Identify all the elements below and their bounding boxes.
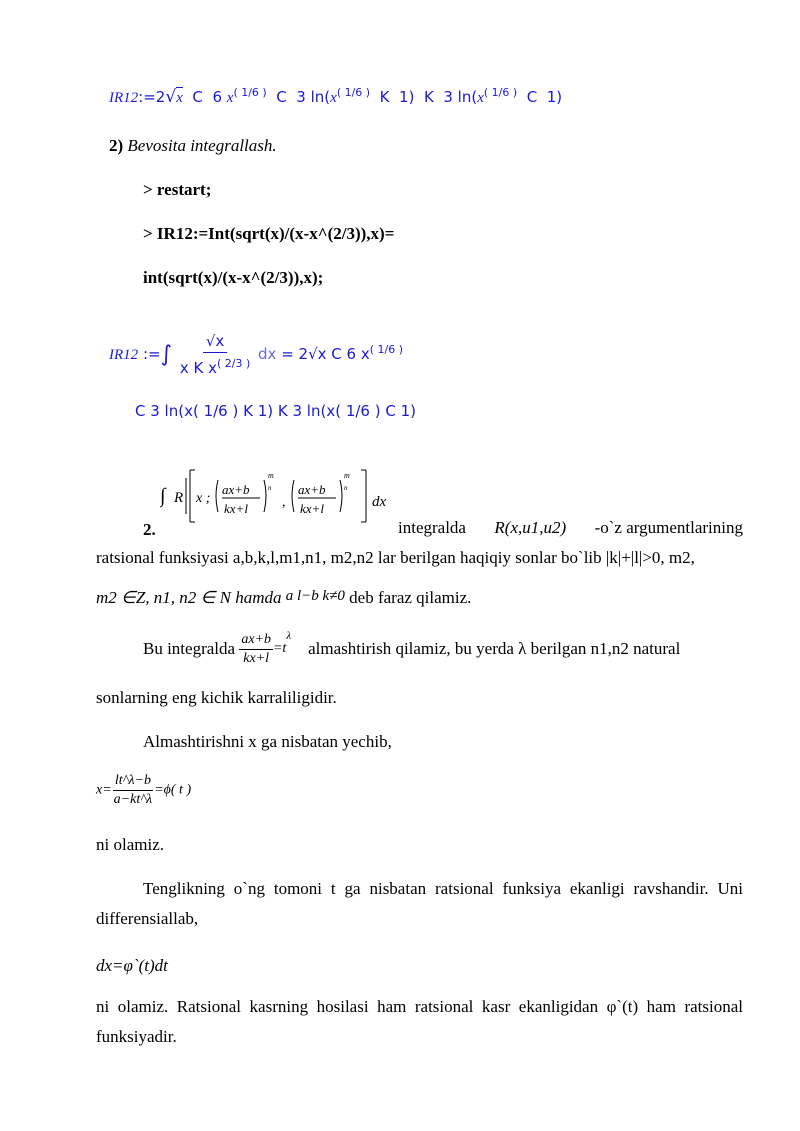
- svg-text:ax+b: ax+b: [298, 482, 326, 497]
- svg-text:kx+l: kx+l: [300, 501, 324, 516]
- substitution-fraction: $\frac{ax+b}{kx+l}$: [241, 631, 271, 666]
- solve-formula: x= $\frac{lt\^{}\lambda-b}{a-kt\^{}\lambda}$ =ϕ( t ): [96, 773, 192, 807]
- svg-text:kx+l: kx+l: [224, 501, 248, 516]
- solve-after: ni olamiz.: [96, 835, 164, 854]
- code-line-ir12: > IR12:=Int(sqrt(x)/(x-x^(2/3)),x)=: [143, 224, 395, 243]
- sqrt-symbol: √: [165, 87, 177, 107]
- maple-output-line-1: IR12:=2√x C 6 $x^{( 1/6 )}$ C 3 $\ln(x^{( 1/6 )}$ K 1) K 3 $\ln(x^{( 1/6 )}$ C 1): [109, 86, 563, 107]
- svg-text:,: ,: [282, 495, 286, 510]
- item2-number: 2.: [143, 520, 156, 539]
- svg-text:n: n: [344, 484, 348, 492]
- maple-output-2-line-1: IR12 :=∫ $\frac{√x}{x K x^{( 2/3 )}}$ dx = 2√x C 6 $x^{( 1/6 )}$: [109, 332, 404, 377]
- svg-text:ax+b: ax+b: [222, 482, 250, 497]
- maple-output-2-line-2: C 3 ln(x( 1/6 ) K 1) K 3 ln(x( 1/6 ) C 1): [135, 402, 416, 420]
- para3-text: Tenglikning o`ng tomoni t ga nisbatan ratsional funksiya ekanligi ravshandir. Uni differensiallab,: [96, 879, 743, 928]
- item2-paragraph-line-2: m2 ∈Z, n1, n2 ∈ N hamda a l−b k≠0 deb faraz qilamiz.: [96, 588, 472, 607]
- substitution-text-2: sonlarning eng kichik karraliligidir.: [96, 688, 337, 707]
- section-number: 2): [109, 136, 124, 155]
- svg-text:m: m: [268, 471, 274, 480]
- assign-op: :=: [138, 88, 156, 106]
- svg-text:dx: dx: [372, 494, 387, 510]
- para3-formula: dx=φ`(t)dt: [96, 956, 168, 975]
- integral-sign: ∫: [160, 342, 173, 367]
- solve-text: Almashtirishni x ga nisbatan yechib,: [143, 732, 392, 751]
- solve-fraction: $\frac{lt\^{}\lambda-b}{a-kt\^{}\lambda}$: [113, 773, 153, 807]
- item2-paragraph-line: ratsional funksiyasi a,b,k,l,m1,n1, m2,n2 lar berilgan haqiqiy sonlar bo`lib |k|+|l|>0, m2,: [96, 548, 695, 567]
- substitution-line: Bu integralda $\frac{ax+b}{kx+l}$ $=t^\lambda$ almashtirish qilamiz, bu yerda λ berilgan n1,n2 natural: [143, 630, 681, 666]
- code-line-int: int(sqrt(x)/(x-x^(2/3)),x);: [143, 268, 324, 287]
- code-line-restart: > restart;: [143, 180, 212, 199]
- svg-text:∫: ∫: [160, 485, 166, 507]
- svg-text:x ;: x ;: [196, 491, 211, 506]
- svg-text:n: n: [268, 484, 272, 492]
- maple-lhs: IR12: [109, 90, 139, 106]
- svg-text:R: R: [174, 490, 184, 506]
- section-title: Bevosita integrallash.: [127, 136, 277, 155]
- section-heading: [109, 136, 277, 156]
- svg-text:m: m: [344, 471, 350, 480]
- integrand-fraction: $\frac{√x}{x K x^{( 2/3 )}}$: [179, 332, 251, 377]
- item2-integral-formula: [160, 466, 400, 531]
- integral-formula-graphic: [160, 466, 400, 526]
- item2-text-line: integralda R(x,u1,u2) -o`z argumentlarining: [398, 518, 743, 537]
- para3-final: ni olamiz. Ratsional kasrning hosilasi ham ratsional kasr ekanligidan φ`(t) ham ratsional funksiyadir.: [96, 997, 743, 1046]
